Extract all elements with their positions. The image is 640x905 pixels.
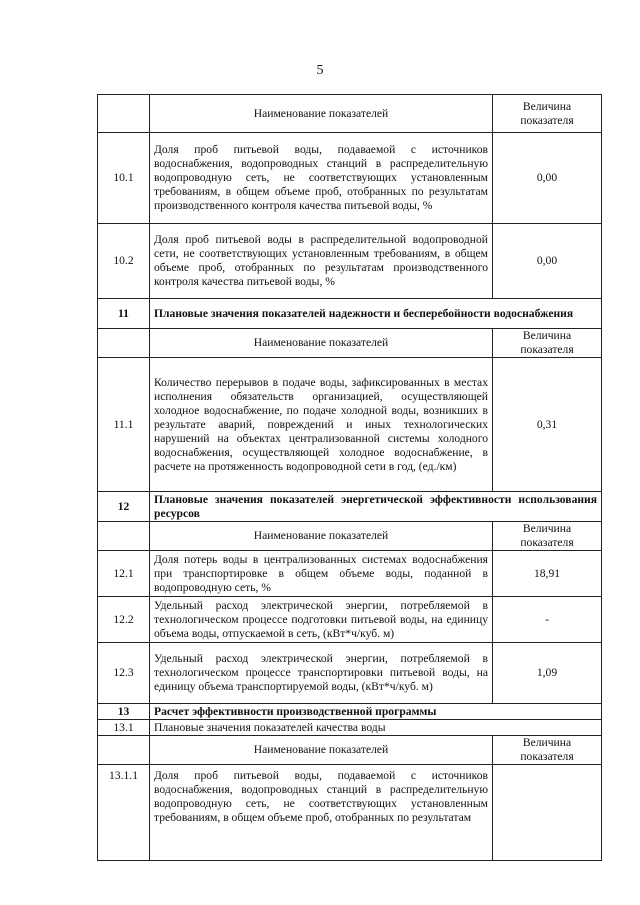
row-value: 0,00 <box>493 133 602 224</box>
row-number: 10.1 <box>98 133 150 224</box>
table-header-row <box>98 736 602 765</box>
table-row <box>98 358 602 492</box>
row-text: Доля потерь воды в централизованных системах водоснабжения при транспортировке в общем объеме воды, поданной в водопроводную сеть, % <box>150 551 493 597</box>
row-number: 12.1 <box>98 551 150 597</box>
section-title: Расчет эффективности производственной программы <box>150 704 602 720</box>
row-value: 0,31 <box>493 358 602 492</box>
section-row <box>98 704 602 720</box>
row-value <box>493 765 602 861</box>
page-number: 5 <box>316 63 324 78</box>
subsection-title: Плановые значения показателей качества воды <box>150 720 602 736</box>
table-row <box>98 224 602 299</box>
table-header-row <box>98 329 602 358</box>
row-number: 10.2 <box>98 224 150 299</box>
row-value: - <box>493 597 602 643</box>
header-value-cell: Величина показателя <box>493 329 602 358</box>
row-number: 13.1.1 <box>98 765 150 861</box>
row-text: Доля проб питьевой воды, подаваемой с источников водоснабжения, водопроводных станций в распределительную водопроводную сеть, не соответствующих установленным требованиям, в общем объеме проб, отобранных по результатам <box>150 765 493 861</box>
section-row <box>98 492 602 522</box>
subsection-row <box>98 720 602 736</box>
row-number: 12.2 <box>98 597 150 643</box>
indicators-table <box>97 94 602 861</box>
row-number: 12.3 <box>98 643 150 704</box>
row-value: 0,00 <box>493 224 602 299</box>
header-num-cell <box>98 522 150 551</box>
table-row <box>98 133 602 224</box>
row-value: 18,91 <box>493 551 602 597</box>
row-number: 11.1 <box>98 358 150 492</box>
row-text: Доля проб питьевой воды, подаваемой с источников водоснабжения, водопроводных станций в распределительную водопроводную сеть, не соответствующих установленным требованиям, в общем объеме проб, отобранных по результатам производственного контроля качества питьевой воды, % <box>150 133 493 224</box>
table-row <box>98 551 602 597</box>
table-row <box>98 643 602 704</box>
row-value: 1,09 <box>493 643 602 704</box>
row-text: Удельный расход электрической энергии, потребляемой в технологическом процессе транспортировки питьевой воды, на единицу объема транспортируемой воды, (кВт*ч/куб. м) <box>150 643 493 704</box>
header-num-cell <box>98 329 150 358</box>
section-number: 11 <box>98 299 150 329</box>
table-header-row <box>98 522 602 551</box>
section-number: 13 <box>98 704 150 720</box>
header-name-cell: Наименование показателей <box>150 95 493 133</box>
header-value-cell: Величина показателя <box>493 522 602 551</box>
row-text: Количество перерывов в подаче воды, зафиксированных в местах исполнения обязательств организацией, осуществляющей холодное водоснабжение, по подаче холодной воды, возникших в результате аварий, повреждений и иных технологических нарушений на объектах централизованной системы холодного водоснабжения, осуществляющей холодное водоснабжение, в расчете на протяженность водопроводной сети в год, (ед./км) <box>150 358 493 492</box>
header-name-cell: Наименование показателей <box>150 522 493 551</box>
row-text: Удельный расход электрической энергии, потребляемой в технологическом процессе подготовки питьевой воды, на единицу объема воды, отпускаемой в сеть, (кВт*ч/куб. м) <box>150 597 493 643</box>
header-value-cell: Величина показателя <box>493 736 602 765</box>
table-row <box>98 765 602 861</box>
header-num-cell <box>98 736 150 765</box>
header-value-cell: Величина показателя <box>493 95 602 133</box>
section-title: Плановые значения показателей надежности и бесперебойности водоснабжения <box>150 299 602 329</box>
row-text: Доля проб питьевой воды в распределительной водопроводной сети, не соответствующих установленным требованиям, в общем объеме проб, отобранных по результатам производственного контроля качества питьевой воды, % <box>150 224 493 299</box>
section-row <box>98 299 602 329</box>
section-number: 12 <box>98 492 150 522</box>
header-num-cell <box>98 95 150 133</box>
header-name-cell: Наименование показателей <box>150 329 493 358</box>
table-row <box>98 597 602 643</box>
section-number: 13.1 <box>98 720 150 736</box>
table-header-row <box>98 95 602 133</box>
header-name-cell: Наименование показателей <box>150 736 493 765</box>
section-title: Плановые значения показателей энергетической эффективности использования ресурсов <box>150 492 602 522</box>
